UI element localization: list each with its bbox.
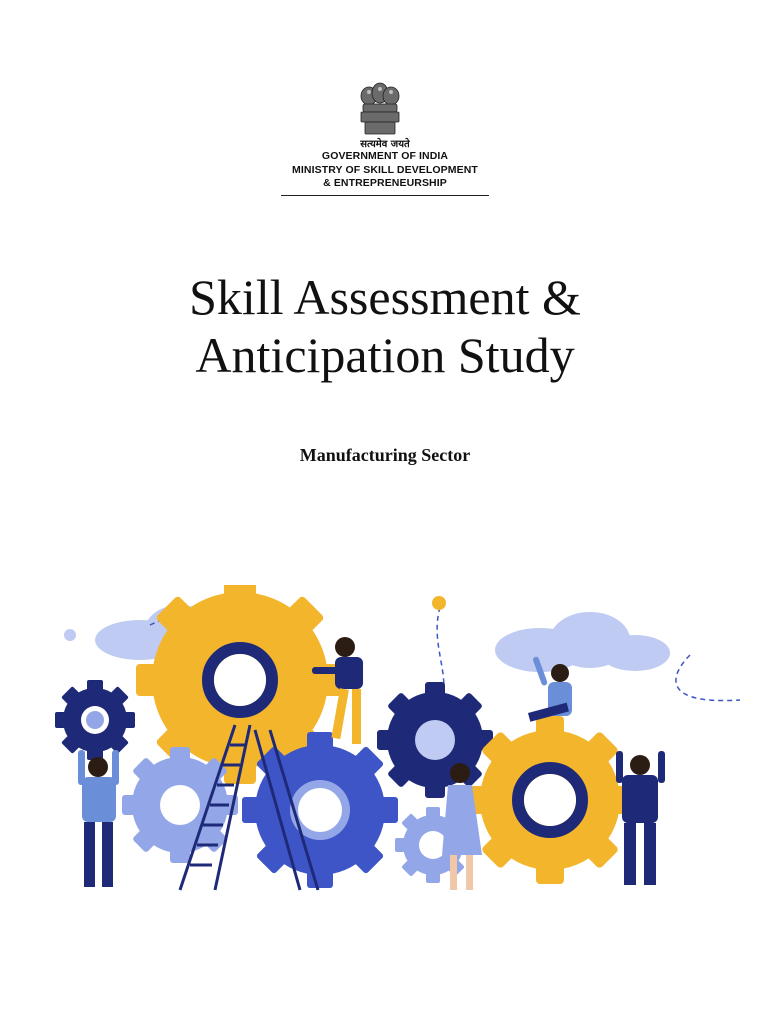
dot-icon	[64, 629, 76, 641]
title-line-1: Skill Assessment &	[189, 269, 581, 325]
ministry-line-2: & ENTREPRENEURSHIP	[323, 177, 447, 189]
navy-gear-small-icon	[55, 680, 135, 760]
person-left-icon	[78, 750, 119, 887]
cloud-right-icon	[495, 612, 670, 672]
header-divider	[281, 195, 489, 196]
page-title	[0, 268, 770, 384]
person-right-icon	[616, 751, 665, 885]
page-subtitle: Manufacturing Sector	[299, 445, 471, 465]
blue-gear-icon	[242, 732, 398, 888]
motto: सत्यमेव जयते	[360, 139, 410, 150]
ministry-line-1: MINISTRY OF SKILL DEVELOPMENT	[292, 164, 478, 176]
national-emblem-icon	[355, 78, 405, 138]
government-line: GOVERNMENT OF INDIA	[321, 150, 449, 162]
navy-gear-icon	[377, 682, 493, 798]
gears-teamwork-illustration	[50, 585, 750, 895]
yellow-gear-right-icon	[466, 716, 634, 884]
title-line-2: Anticipation Study	[195, 327, 575, 383]
